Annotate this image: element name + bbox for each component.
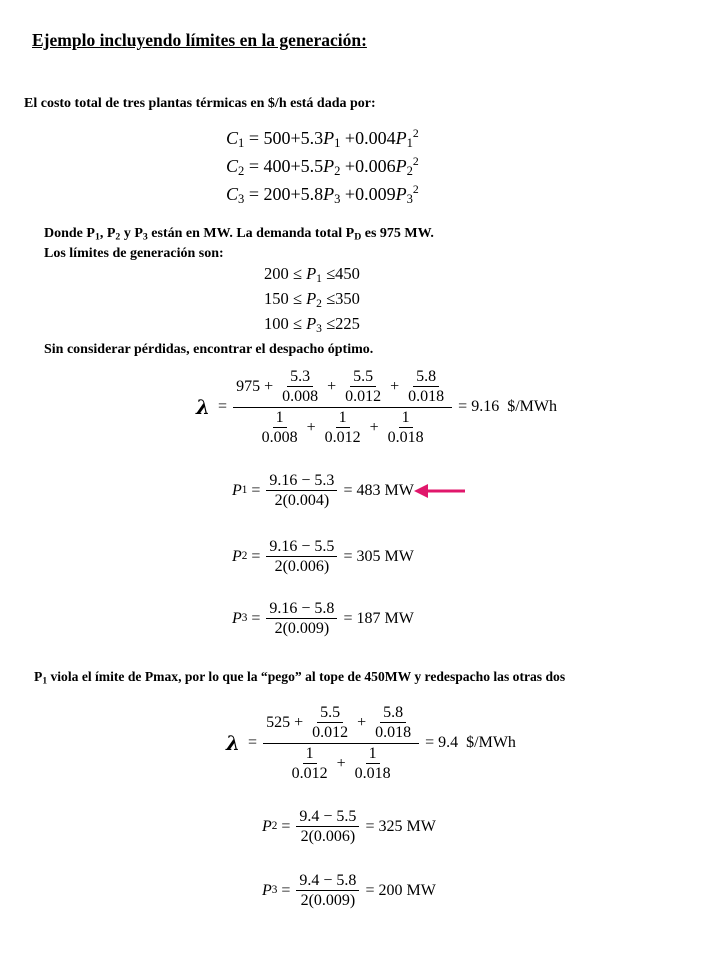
lambda-symbol: λ [196, 395, 211, 420]
p2-first-equation: P 2 = $\frac{9.16 - 5.5}{2(0.006)}$ = 305 MW [232, 538, 414, 576]
cost-equations [226, 128, 419, 212]
page-title: Ejemplo incluyendo límites en la generación: [32, 30, 367, 50]
violation-text: $P_1$ viola el ímite de Pmax, por lo que la “pego” al tope de 450MW y redespacho las otras dos [34, 669, 566, 687]
lambda2-fraction: 525 + $\frac{5.5}{0.012}$ + $\frac{5.8}{0.018}$ $\frac{1}{0.012}$ + $\frac{1}{0.018}$ [263, 704, 419, 782]
generation-limits [264, 266, 360, 341]
lambda-symbol-2: λ [226, 731, 241, 756]
intro-text: El costo total de tres plantas térmicas en $/h está dada por: [24, 96, 376, 111]
cost-equation-2: $C_2 = 400+5.5P_2 +0.006P_2^2$ [226, 155, 419, 179]
limit-row-2: $150 \le P_2 \le 350$ [264, 289, 360, 310]
p3-first-equation: P 3 = $\frac{9.16 - 5.8}{2(0.009)}$ = 187 MW [232, 600, 414, 638]
variables-description: Donde $P_1$, $P_2$ y $P_3$ están en MW. La demanda total $P_D$ es 975 MW. [44, 226, 434, 243]
lambda1-fraction: 975 + $\frac{5.3}{0.008}$ + $\frac{5.5}{0.012}$ + $\frac{5.8}{0.018}$ $\frac{1}{0.008}$ + $\frac{1}{0.012}$ + $\frac{1}{0.018}$ [233, 368, 452, 446]
cost-equation-3: $C_3 = 200+5.8P_3 +0.009P_3^2$ [226, 183, 419, 207]
limits-label: Los límites de generación son: [44, 246, 224, 261]
cost-equation-1: $C_1 = 500+5.3P_1 +0.004P_1^2$ [226, 127, 419, 151]
task-text: Sin considerar pérdidas, encontrar el despacho óptimo. [44, 342, 374, 357]
limit-row-3: $100 \le P_3 \le 225$ [264, 314, 360, 335]
limit-row-1: $200 \le P_1 \le 450$ [264, 264, 360, 285]
p2-second-equation: P 2 = $\frac{9.4 - 5.5}{2(0.006)}$ = 325 MW [262, 808, 436, 846]
p3-second-equation: P 3 = $\frac{9.4 - 5.8}{2(0.009)}$ = 200 MW [262, 872, 436, 910]
lambda-equation-1: λ = 975 + $\frac{5.3}{0.008}$ + $\frac{5.5}{0.012}$ + $\frac{5.8}{0.018}$ $\frac{1}{0.008}$ + $\frac{1}{0.012}$ + $\frac{1}{0.018}$ = 9.16 $/MWh [196, 368, 557, 446]
lambda-equation-2: λ = 525 + $\frac{5.5}{0.012}$ + $\frac{5.8}{0.018}$ $\frac{1}{0.012}$ + $\frac{1}{0.018}$ = 9.4 $/MWh [226, 704, 516, 782]
left-arrow-icon [414, 481, 466, 501]
p1-first-equation: P 1 = $\frac{9.16 - 5.3}{2(0.004)}$ = 483 MW [232, 472, 414, 510]
